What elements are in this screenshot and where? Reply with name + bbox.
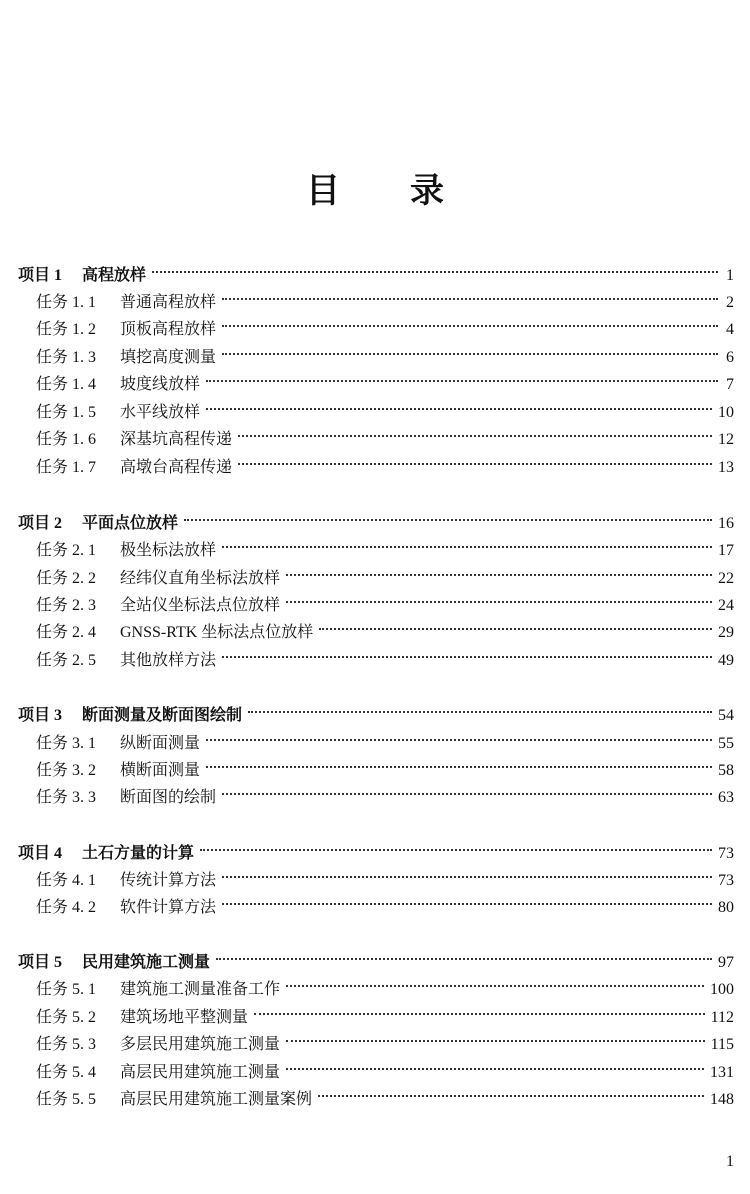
dot-leader (222, 529, 712, 555)
entry-number: 任务 5. 1 (36, 981, 97, 998)
entry-title: 高程放样 (82, 267, 147, 284)
toc-task-entry[interactable] (36, 859, 734, 889)
toc-task-entry[interactable] (36, 749, 734, 779)
toc-task-entry[interactable] (36, 722, 734, 752)
entry-title: 坡度线放样 (120, 376, 201, 393)
entry-number: 项目 3 (18, 707, 63, 724)
entry-title: 横断面测量 (120, 762, 201, 779)
entry-title: 断面图的绘制 (120, 789, 217, 806)
entry-page-number: 115 (710, 1036, 734, 1053)
dot-leader (286, 584, 712, 610)
entry-title: 高层民用建筑施工测量 (120, 1064, 281, 1081)
toc-project-entry[interactable] (18, 832, 734, 862)
entry-page-number: 97 (718, 954, 734, 971)
entry-title: GNSS-RTK 坐标法点位放样 (120, 624, 314, 641)
entry-title: 普通高程放样 (120, 294, 217, 311)
toc-task-entry[interactable] (36, 1051, 734, 1081)
entry-page-number: 148 (710, 1091, 734, 1108)
toc-task-entry[interactable] (36, 557, 734, 587)
toc-task-entry[interactable] (36, 418, 734, 448)
entry-number: 项目 4 (18, 845, 63, 862)
dot-leader (206, 391, 712, 417)
dot-leader (286, 1023, 705, 1049)
entry-title: 其他放样方法 (120, 652, 217, 669)
dot-leader (286, 557, 712, 583)
dot-leader (222, 639, 712, 665)
entry-page-number: 131 (710, 1064, 734, 1081)
toc-task-entry[interactable] (36, 968, 734, 998)
entry-number: 任务 2. 4 (36, 624, 97, 641)
toc-task-entry[interactable] (36, 996, 734, 1026)
toc-task-entry[interactable] (36, 886, 734, 916)
entry-title: 纵断面测量 (120, 735, 201, 752)
dot-leader (184, 502, 712, 528)
toc-task-entry[interactable] (36, 391, 734, 421)
entry-page-number: 54 (718, 707, 734, 724)
entry-page-number: 13 (718, 459, 734, 476)
entry-title: 全站仪坐标法点位放样 (120, 597, 281, 614)
entry-number: 任务 1. 4 (36, 376, 97, 393)
entry-title: 建筑施工测量准备工作 (120, 981, 281, 998)
entry-number: 任务 1. 3 (36, 349, 97, 366)
entry-number: 任务 3. 1 (36, 735, 97, 752)
entry-number: 任务 1. 2 (36, 321, 97, 338)
entry-title: 土石方量的计算 (82, 845, 195, 862)
dot-leader (206, 749, 712, 775)
dot-leader (222, 281, 718, 307)
entry-title: 深基坑高程传递 (120, 431, 233, 448)
entry-title: 高墩台高程传递 (120, 459, 233, 476)
toc-task-entry[interactable] (36, 1078, 734, 1108)
entry-number: 任务 3. 3 (36, 789, 97, 806)
entry-title: 建筑场地平整测量 (120, 1009, 249, 1026)
entry-number: 任务 5. 2 (36, 1009, 97, 1026)
entry-number: 任务 4. 2 (36, 899, 97, 916)
entry-page-number: 1 (726, 267, 734, 284)
dot-leader (286, 968, 704, 994)
entry-title: 传统计算方法 (120, 872, 217, 889)
entry-page-number: 80 (718, 899, 734, 916)
dot-leader (222, 308, 718, 334)
dot-leader (206, 363, 718, 389)
entry-title: 经纬仪直角坐标法放样 (120, 570, 281, 587)
dot-leader (200, 832, 712, 858)
toc-task-entry[interactable] (36, 584, 734, 614)
entry-number: 任务 1. 6 (36, 431, 97, 448)
dot-leader (216, 941, 712, 967)
entry-page-number: 17 (718, 542, 734, 559)
entry-page-number: 22 (718, 570, 734, 587)
entry-page-number: 4 (726, 321, 734, 338)
entry-number: 任务 5. 3 (36, 1036, 97, 1053)
dot-leader (222, 859, 712, 885)
entry-page-number: 12 (718, 431, 734, 448)
dot-leader (206, 722, 712, 748)
toc-task-entry[interactable] (36, 281, 734, 311)
entry-page-number: 16 (718, 515, 734, 532)
entry-number: 任务 1. 7 (36, 459, 97, 476)
dot-leader (222, 886, 712, 912)
page-title (0, 163, 750, 212)
entry-number: 任务 1. 1 (36, 294, 97, 311)
toc-task-entry[interactable] (36, 446, 734, 476)
entry-page-number: 73 (718, 845, 734, 862)
entry-number: 项目 5 (18, 954, 63, 971)
entry-page-number: 7 (726, 376, 734, 393)
entry-page-number: 112 (710, 1009, 734, 1026)
entry-page-number: 10 (718, 404, 734, 421)
toc-project-entry[interactable] (18, 941, 734, 971)
entry-number: 任务 4. 1 (36, 872, 97, 889)
entry-page-number: 29 (718, 624, 734, 641)
dot-leader (238, 446, 712, 472)
entry-number: 项目 1 (18, 267, 63, 284)
entry-number: 任务 2. 5 (36, 652, 97, 669)
entry-title: 多层民用建筑施工测量 (120, 1036, 281, 1053)
toc-project-entry[interactable] (18, 502, 734, 532)
entry-number: 任务 1. 5 (36, 404, 97, 421)
entry-number: 项目 2 (18, 515, 63, 532)
toc-task-entry[interactable] (36, 639, 734, 669)
entry-title: 断面测量及断面图绘制 (82, 707, 243, 724)
entry-page-number: 6 (726, 349, 734, 366)
entry-title: 民用建筑施工测量 (82, 954, 211, 971)
toc-task-entry[interactable] (36, 363, 734, 393)
entry-title: 水平线放样 (120, 404, 201, 421)
entry-title: 极坐标法放样 (120, 542, 217, 559)
entry-page-number: 55 (718, 735, 734, 752)
entry-number: 任务 2. 2 (36, 570, 97, 587)
toc-task-entry[interactable] (36, 336, 734, 366)
entry-page-number: 49 (718, 652, 734, 669)
entry-number: 任务 5. 5 (36, 1091, 97, 1108)
entry-title: 平面点位放样 (82, 515, 179, 532)
dot-leader (318, 1078, 704, 1104)
dot-leader (152, 254, 718, 280)
entry-page-number: 2 (726, 294, 734, 311)
entry-number: 任务 2. 3 (36, 597, 97, 614)
entry-page-number: 24 (718, 597, 734, 614)
toc-task-entry[interactable] (36, 308, 734, 338)
toc-task-entry[interactable] (36, 611, 734, 641)
entry-number: 任务 3. 2 (36, 762, 97, 779)
toc-task-entry[interactable] (36, 1023, 734, 1053)
dot-leader (222, 776, 712, 802)
entry-page-number: 100 (710, 981, 734, 998)
entry-title: 顶板高程放样 (120, 321, 217, 338)
toc-task-entry[interactable] (36, 529, 734, 559)
dot-leader (286, 1051, 704, 1077)
dot-leader (222, 336, 718, 362)
toc-project-entry[interactable] (18, 694, 734, 724)
entry-title: 高层民用建筑施工测量案例 (120, 1091, 313, 1108)
entry-number: 任务 2. 1 (36, 542, 97, 559)
dot-leader (254, 996, 705, 1022)
entry-page-number: 73 (718, 872, 734, 889)
entry-page-number: 63 (718, 789, 734, 806)
dot-leader (248, 694, 712, 720)
toc-project-entry[interactable] (18, 254, 734, 284)
title-char-1: 目 (306, 173, 340, 210)
entry-title: 软件计算方法 (120, 899, 217, 916)
title-char-2: 录 (410, 173, 444, 210)
footer-page-number: 1 (726, 1153, 734, 1170)
dot-leader (238, 418, 712, 444)
entry-number: 任务 5. 4 (36, 1064, 97, 1081)
entry-title: 填挖高度测量 (120, 349, 217, 366)
entry-page-number: 58 (718, 762, 734, 779)
toc-task-entry[interactable] (36, 776, 734, 806)
dot-leader (319, 611, 712, 637)
